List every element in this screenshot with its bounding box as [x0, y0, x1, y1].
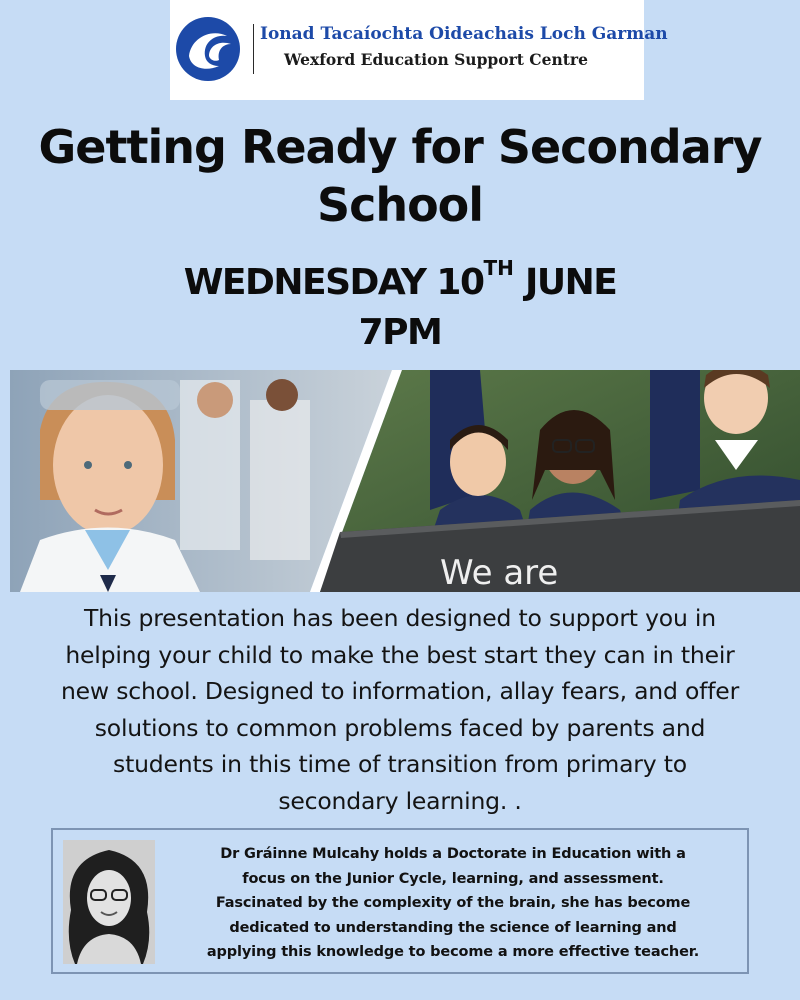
- logo-divider: [253, 24, 254, 74]
- bio-line: Dr Gráinne Mulcahy holds a Doctorate in Education with a: [220, 846, 686, 862]
- wave-logo-icon: [175, 16, 241, 82]
- event-date: [0, 258, 800, 308]
- description-line: students in this time of transition from primary to: [113, 750, 687, 778]
- description-line: secondary learning. .: [278, 786, 522, 815]
- description-line: helping your child to make the best start they can in their: [65, 640, 735, 669]
- photo-collage: [10, 370, 800, 592]
- event-title: [0, 118, 800, 234]
- presenter-bio: [165, 842, 741, 965]
- description-line: solutions to common problems faced by parents and: [94, 713, 706, 742]
- description-line: new school. Designed to information, allay fears, and offer: [60, 677, 740, 705]
- org-name-english: Wexford Education Support Centre: [284, 50, 588, 69]
- bio-line: focus on the Junior Cycle, learning, and assessment.: [242, 870, 664, 887]
- bio-line: dedicated to understanding the science of learning and: [229, 919, 677, 936]
- event-description: [18, 600, 782, 819]
- event-time: 7PM: [358, 312, 442, 353]
- presenter-bio-box: [51, 828, 749, 974]
- date-suffix: TH: [483, 256, 514, 280]
- presenter-portrait: [63, 840, 155, 964]
- title-line-1: Getting Ready for Secondary: [38, 120, 762, 174]
- bio-line: applying this knowledge to become a more effective teacher.: [206, 944, 700, 960]
- date-month: JUNE: [513, 262, 617, 303]
- bio-line: Fascinated by the complexity of the brain, she has become: [215, 895, 691, 911]
- event-datetime: [0, 258, 800, 358]
- org-logo-banner: [170, 0, 668, 100]
- students-chalkboard-photo: [320, 370, 800, 592]
- description-line: This presentation has been designed to support you in: [84, 604, 716, 632]
- chalkboard-text: We are: [440, 553, 559, 592]
- title-line-2: School: [316, 178, 484, 232]
- org-name-irish: Ionad Tacaíochta Oideachais Loch Garman: [260, 24, 668, 44]
- date-day: WEDNESDAY 10: [183, 262, 484, 303]
